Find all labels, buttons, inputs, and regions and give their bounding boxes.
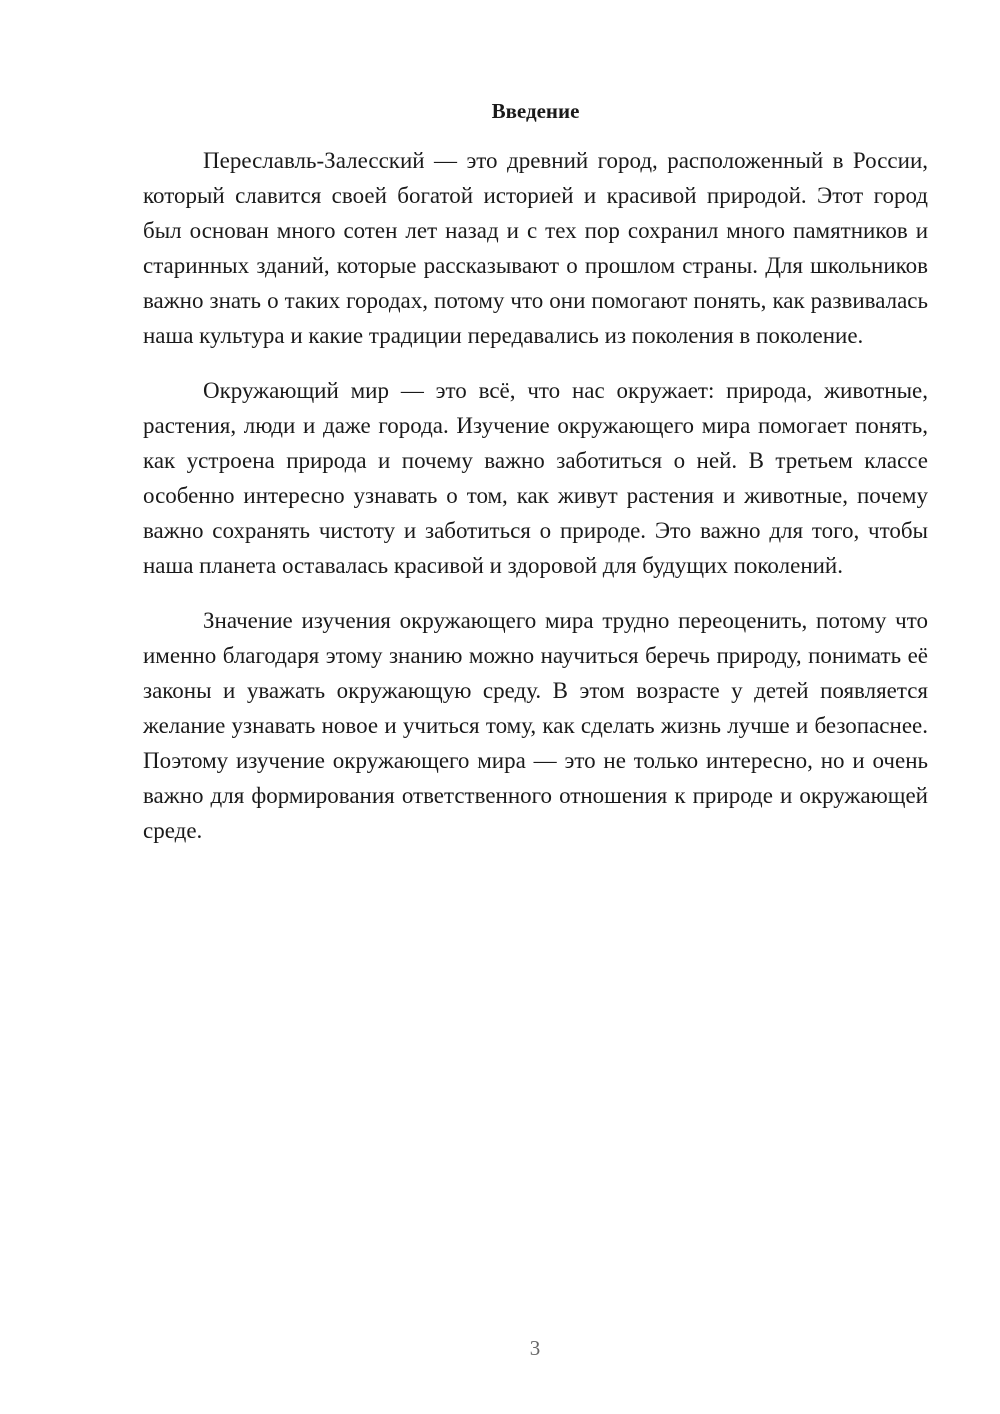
paragraph-2: Окружающий мир — это всё, что нас окружает: природа, животные, растения, люди и даже города. Изучение окружающего мира помогает понять, как устроена природа и почему важно заботиться о ней. В третьем классе особенно интересно узнавать о том, как живут растения и животные, почему важно сохранять чистоту и заботиться о природе. Это важно для того, чтобы наша планета оставалась красивой и здоровой для будущих поколений. [143,378,928,578]
paragraph-1: Переславль-Залесский — это древний город, расположенный в России, который славится своей богатой историей и красивой природой. Этот город был основан много сотен лет назад и с тех пор сохранил много памятников и старинных зданий, которые рассказывают о прошлом страны. Для школьников важно знать о таких городах, потому что они помогают понять, как развивалась наша культура и какие традиции передавались из поколения в поколение. [143,148,928,348]
body-text [143,143,928,868]
page-number: 3 [529,1336,541,1360]
paragraph-3: Значение изучения окружающего мира трудно переоценить, потому что именно благодаря этому знанию можно научиться беречь природу, понимать её законы и уважать окружающую среду. В этом возрасте у детей появляется желание узнавать новое и учиться тому, как сделать жизнь лучше и безопаснее. Поэтому изучение окружающего мира — это не только интересно, но и очень важно для формирования ответственного отношения к природе и окружающей среде. [143,608,928,843]
section-heading: Введение [491,99,580,123]
